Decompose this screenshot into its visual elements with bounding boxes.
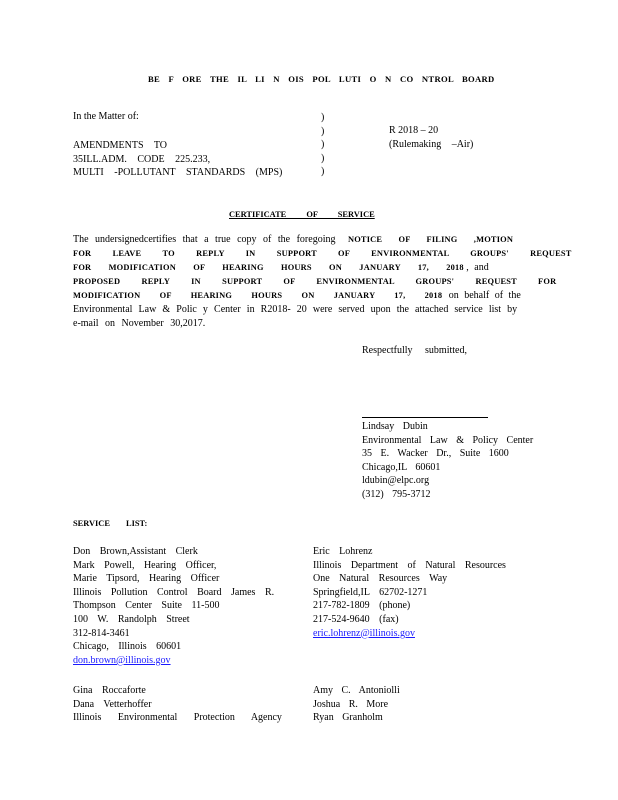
- matter-label: In the Matter of:: [73, 111, 139, 122]
- cert-line-5-tail: on behalf of the: [448, 290, 521, 301]
- cert-line-2: FOR LEAVE TO REPLY IN SUPPORT OF ENVIRONMENTAL GROUPS' REQUEST: [73, 249, 572, 258]
- cert-line-1-caps: NOTICE OF FILING ,MOTION: [347, 235, 514, 244]
- signer-name: Lindsay Dubin: [362, 421, 428, 432]
- cert-line-4: PROPOSED REPLY IN SUPPORT OF ENVIRONMENTAL GROUPS' REQUEST FOR: [73, 277, 557, 286]
- service-line: 312-814-3461: [73, 627, 130, 639]
- service-right-block-2: [313, 684, 400, 725]
- caption-parens: [321, 111, 324, 179]
- service-line: 100 W. Randolph Street: [73, 613, 190, 625]
- service-right-block: [313, 545, 506, 640]
- paren: ): [321, 112, 325, 123]
- service-line: 217-782-1809 (phone): [313, 600, 411, 612]
- service-line: Chicago, Illinois 60601: [73, 641, 182, 653]
- service-line: Illinois Environmental Protection Agency: [73, 712, 282, 724]
- cert-line-5-caps: MODIFICATION OF HEARING HOURS ON JANUARY 17, 2018: [73, 291, 443, 300]
- certificate-body: [73, 233, 572, 331]
- cert-line-7: e-mail on November 30,2017.: [73, 318, 206, 329]
- closing: Respectfully submitted,: [362, 345, 467, 356]
- service-line: Joshua R. More: [313, 698, 389, 710]
- service-line: Mark Powell, Hearing Officer,: [73, 559, 217, 571]
- service-line: 217-524-9640 (fax): [313, 613, 399, 625]
- service-line: Ryan Granholm: [313, 712, 383, 724]
- cert-line-1-lead: The undersignedcertifies that a true copy of the foregoing: [73, 234, 336, 245]
- service-left-block: [73, 545, 274, 667]
- service-line: Illinois Pollution Control Board James R.: [73, 586, 275, 598]
- rulemaking-type: (Rulemaking –Air): [389, 139, 474, 150]
- paren: ): [321, 125, 325, 137]
- docket-number: R 2018 – 20: [389, 125, 439, 136]
- service-line: Illinois Department of Natural Resources: [313, 559, 506, 571]
- service-line: Springfield,IL 62702-1271: [313, 586, 428, 598]
- signature-block: [362, 420, 533, 502]
- cert-line-5: [73, 289, 533, 303]
- paren: ): [321, 139, 325, 151]
- signer-phone: (312) 795-3712: [362, 488, 431, 500]
- paren: ): [321, 152, 325, 164]
- paren: ): [321, 166, 325, 178]
- certificate-heading: CERTIFICATE OF SERVICE: [229, 210, 375, 219]
- service-line: Eric Lohrenz: [313, 546, 373, 557]
- signature-line: [362, 417, 488, 418]
- service-line: Amy C. Antoniolli: [313, 685, 400, 696]
- cert-line-6: Environmental Law & Polic y Center in R2018- 20 were served upon the attached service list by: [73, 304, 518, 315]
- subject-line: 35ILL.ADM. CODE 225.233,: [73, 153, 211, 165]
- right-email-link[interactable]: eric.lohrenz@illinois.gov: [313, 627, 415, 639]
- service-list-heading: SERVICE LIST:: [73, 519, 148, 528]
- service-line: Gina Roccaforte: [73, 685, 146, 696]
- service-line: Thompson Center Suite 11-500: [73, 600, 220, 612]
- cert-line-3: [73, 261, 533, 275]
- subject-line: MULTI -POLLUTANT STANDARDS (MPS): [73, 167, 283, 179]
- signer-address: 35 E. Wacker Dr., Suite 1600: [362, 448, 509, 460]
- service-line: Don Brown,Assistant Clerk: [73, 546, 198, 557]
- service-left-block-2: [73, 684, 282, 725]
- cert-line-1: [73, 233, 533, 247]
- service-line: One Natural Resources Way: [313, 573, 448, 585]
- left-email-link[interactable]: don.brown@illinois.gov: [73, 654, 171, 666]
- board-title: BE F ORE THE IL LI N OIS POL LUTI O N CO NTROL BOARD: [148, 74, 495, 84]
- cert-line-3-caps: FOR MODIFICATION OF HEARING HOURS ON JANUARY 17, 2018: [73, 263, 464, 272]
- signer-org: Environmental Law & Policy Center: [362, 434, 534, 446]
- service-line: Marie Tipsord, Hearing Officer: [73, 573, 220, 585]
- caption-subject: [73, 139, 282, 180]
- cert-line-3-tail: , and: [466, 262, 489, 273]
- signer-email: ldubin@elpc.org: [362, 475, 430, 487]
- subject-line: AMENDMENTS TO: [73, 140, 168, 151]
- signer-city: Chicago,IL 60601: [362, 461, 441, 473]
- service-line: Dana Vetterhoffer: [73, 698, 152, 710]
